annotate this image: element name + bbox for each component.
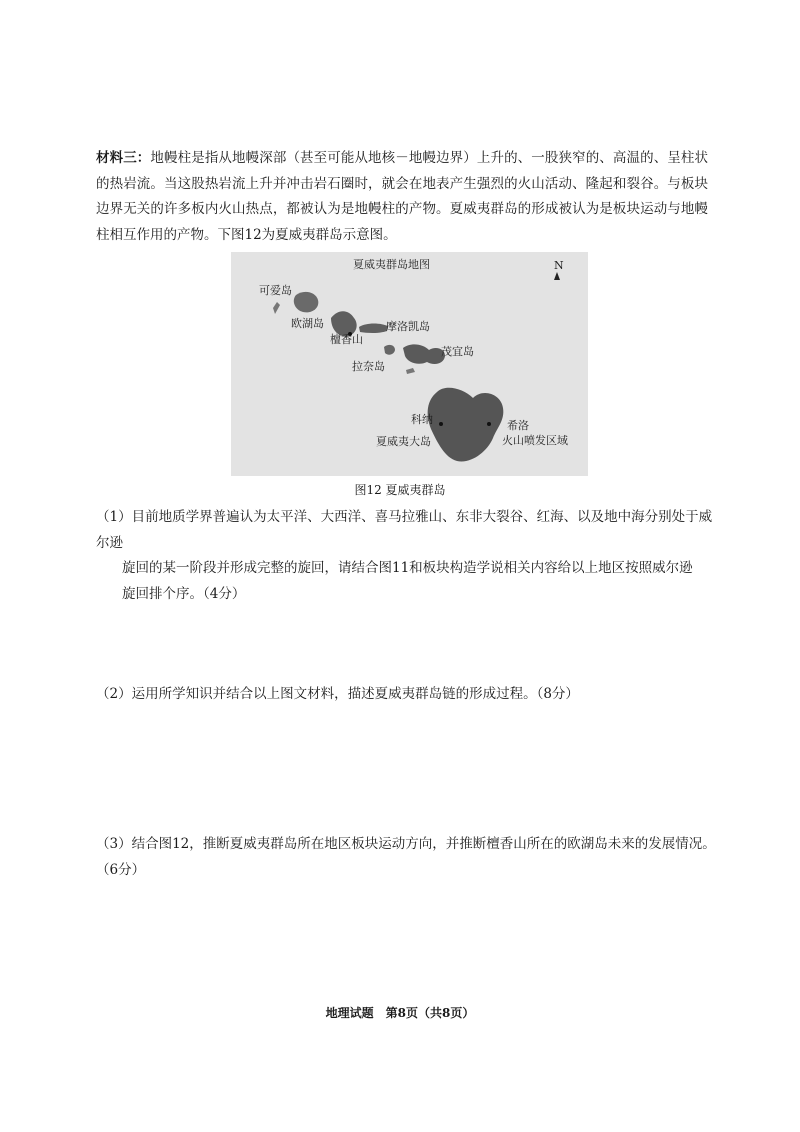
svg-text:N: N xyxy=(554,259,564,272)
hilo-label: 希洛 xyxy=(507,419,529,432)
question-3-text: （3）结合图12，推断夏威夷群岛所在地区板块运动方向，并推断檀香山所在的欧湖岛未来的发展情况。（6分） xyxy=(96,836,716,878)
molokai-label: 摩洛凯岛 xyxy=(386,320,430,333)
material-3-text: 地幔柱是指从地幔深部（甚至可能从地核－地幔边界）上升的、一股狭窄的、高温的、呈柱状的热岩流。当这股热岩流上升并冲击岩石圈时，就会在地表产生强烈的火山活动、隆起和裂谷。与板块边界无关的许多板内火山热点，都被认为是地幔柱的产物。夏威夷群岛的形成被认为是板块运动与地幔柱相互作用的产物。下图12为夏威夷群岛示意图。 xyxy=(96,150,709,243)
maui-label: 茂宜岛 xyxy=(441,345,474,358)
hawaii-map-figure xyxy=(231,252,588,476)
kauai-label: 可爱岛 xyxy=(259,284,292,297)
oahu-label: 欧湖岛 xyxy=(291,317,324,330)
question-3 xyxy=(96,832,716,883)
honolulu-label: 檀香山 xyxy=(330,333,363,346)
figure-caption: 图12 夏威夷群岛 xyxy=(354,483,446,497)
material-3-paragraph xyxy=(96,146,708,248)
question-1-line-1: （1）目前地质学界普遍认为太平洋、大西洋、喜马拉雅山、东非大裂谷、红海、以及地中海分别处于威尔逊 xyxy=(96,509,713,551)
lanai-label: 拉奈岛 xyxy=(352,360,385,373)
material-3-lead: 材料三： xyxy=(96,150,151,166)
question-1-line-3: 旋回排个序。（4分） xyxy=(122,585,246,602)
question-2-text: （2）运用所学知识并结合以上图文材料，描述夏威夷群岛链的形成过程。（8分） xyxy=(96,686,579,702)
big-island-label: 夏威夷大岛 xyxy=(376,435,431,448)
page-footer: 地理试题 第8页（共8页） xyxy=(325,1006,475,1020)
question-2 xyxy=(96,682,716,708)
kona-point xyxy=(439,422,443,426)
question-1-line-2: 旋回的某一阶段并形成完整的旋回，请结合图11和板块构造学说相关内容给以上地区按照威尔逊 xyxy=(122,560,693,576)
map-title: 夏威夷群岛地图 xyxy=(353,258,430,271)
question-1 xyxy=(96,505,716,607)
kona-label: 科纳 xyxy=(411,413,433,426)
hilo-point xyxy=(487,422,491,426)
volcano-zone-label: 火山喷发区域 xyxy=(502,434,568,447)
hawaii-map xyxy=(231,252,588,476)
